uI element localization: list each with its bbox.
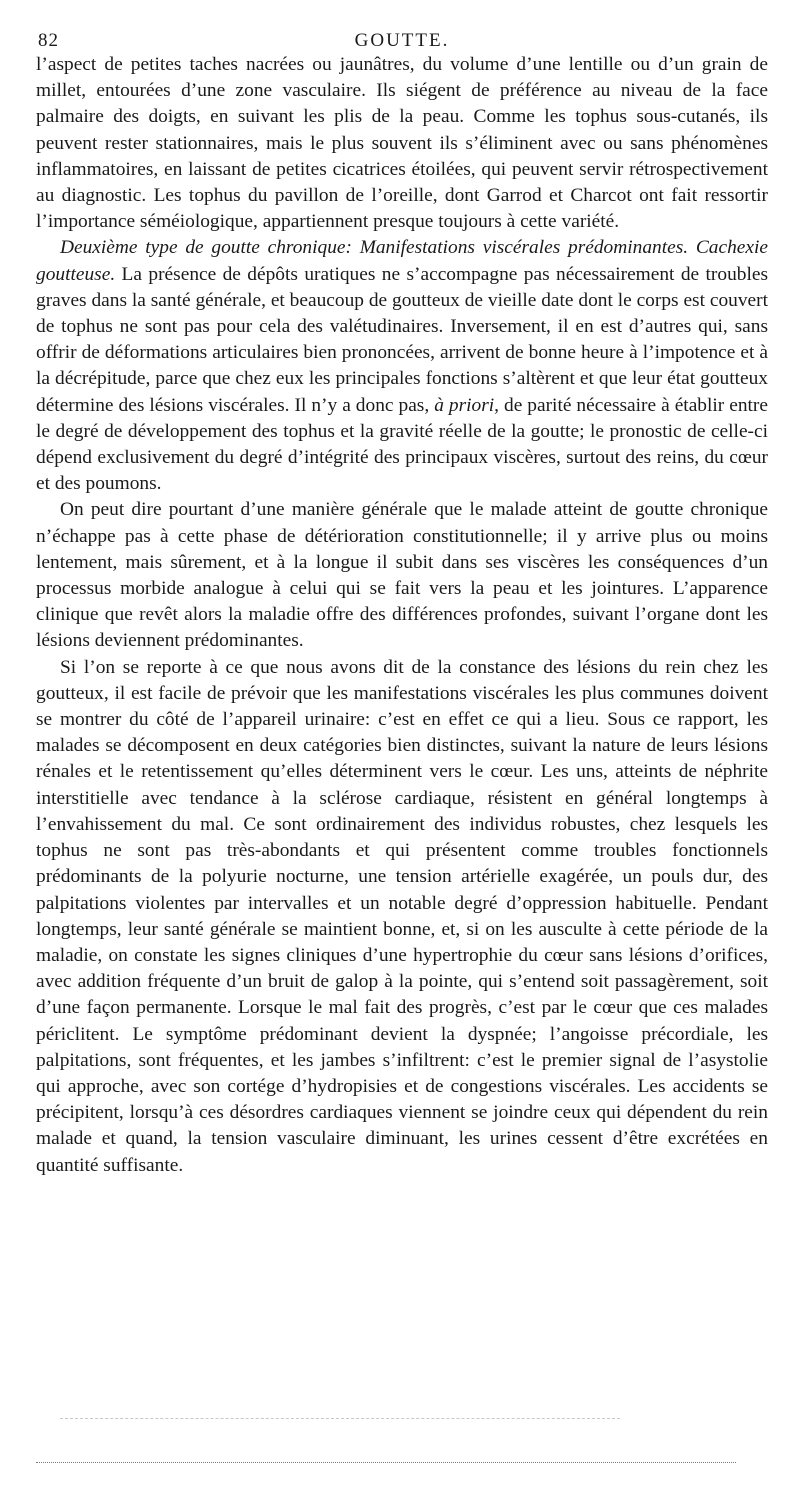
page-number: 82 (38, 30, 59, 51)
paragraph-renal-cardiac: Si l’on se reporte à ce que nous avons dit de la constance des lésions du rein chez les goutteux, il est facile de prévoir que les manifestations viscérales les plus communes doivent se montrer du côté de l’appareil urinaire: c’est en effet ce qui a lieu. Sous ce rapport, les malades se décomposent en deux catégories bien distinctes, suivant la nature de leurs lésions rénales et le retentissement qu’elles déterminent vers le cœur. Les uns, atteints de néphrite interstitielle avec tendance à la sclérose cardiaque, résistent en général longtemps à l’envahissement du mal. Ce sont ordinairement des individus robustes, chez lesquels les tophus ne sont pas très-abondants et qui présentent comme troubles fonctionnels prédominants de la polyurie nocturne, une tension artérielle exagérée, un pouls dur, des palpitations violentes par intervalles et un notable degré d’oppression habituelle. Pendant longtemps, leur santé générale se maintient bonne, et, si on les ausculte à cette période de la maladie, on constate les signes cliniques d’une hypertrophie du cœur sans lésions d’orifices, avec addition fréquente d’un bruit de galop à la pointe, qui s’entend soit passagèrement, soit d’une façon permanente. Lorsque le mal fait des progrès, c’est par le cœur que ces malades périclitent. Le symptôme prédominant devient la dyspnée; l’angoisse précordiale, les palpitations, sont fréquentes, et les jambes s’infiltrent: c’est le premier signal de l’asystolie qui approche, avec son cortége d’hydropisies et de congestions viscérales. Les accidents se précipitent, lorsqu’à ces désordres cardiaques viennent se joindre ceux qui dépendent du rein malade et quand, la tension vasculaire diminuant, les urines cessent d’être excrétées en quantité suffisante. (36, 656, 768, 1176)
paragraph-constitutional-deterioration: On peut dire pourtant d’une manière générale que le malade atteint de goutte chronique n’échappe pas à cette phase de détérioration constitutionnelle; il y arrive plus ou moins lentement, mais sûrement, et à la longue il subit dans ses viscères les conséquences d’un processus morbide analogue à celui qui se fait vers la peau et les jointures. L’apparence clinique que revêt alors la maladie offre des différences profondes, suivant l’organe dont les lésions deviennent prédominantes. (36, 499, 768, 652)
scan-artifact-line (60, 1418, 620, 1419)
section-heading-visceral-gout: Deuxième type de goutte chronique: Manifestations viscérales prédominantes. Cachexie goutteuse. (36, 237, 768, 285)
running-head (36, 22, 768, 52)
scan-artifact-line (36, 1462, 736, 1463)
body-text (36, 52, 768, 1179)
paragraph-text-part: La présence de dépôts uratiques ne s’accompagne pas nécessairement de troubles graves dans la santé générale, et beaucoup de goutteux de vieille date dont le corps est couvert de tophus ne sont pas pour cela des valétudinaires. Inversement, il en est d’autres qui, sans offrir de déformations articulaires bien prononcées, arrivent de bonne heure à l’impotence et à la décrépitude, parce que chez eux les principales fonctions s’altèrent et que leur état goutteux détermine des lésions viscérales. Il n’y a donc pas, (36, 263, 768, 416)
paragraph-tophus-digital: l’aspect de petites taches nacrées ou jaunâtres, du volume d’une lentille ou d’un grain de millet, entourées d’une zone vasculaire. Ils siégent de préférence au niveau de la face palmaire des doigts, en suivant les plis de la peau. Comme les tophus sous-cutanés, ils peuvent rester stationnaires, mais le plus souvent ils s’éliminent avec ou sans phénomènes inflammatoires, en laissant de petites cicatrices étoilées, qui peuvent servir rétrospectivement au diagnostic. Les tophus du pavillon de l’oreille, dont Garrod et Charcot ont fait ressortir l’importance séméiologique, appartiennent presque toujours à cette variété. (36, 54, 768, 233)
paragraph-visceral-gout (36, 235, 768, 497)
book-page (36, 22, 768, 1179)
italic-a-priori: à priori (434, 394, 495, 416)
paragraph-text-part: , de parité nécessaire à établir entre le degré de développement des tophus et la gravité réelle de la goutte; le pronostic de celle-ci dépend exclusivement du degré d’intégrité des principaux viscères, surtout des reins, du cœur et des poumons. (36, 394, 768, 495)
running-title: GOUTTE. (354, 30, 450, 51)
